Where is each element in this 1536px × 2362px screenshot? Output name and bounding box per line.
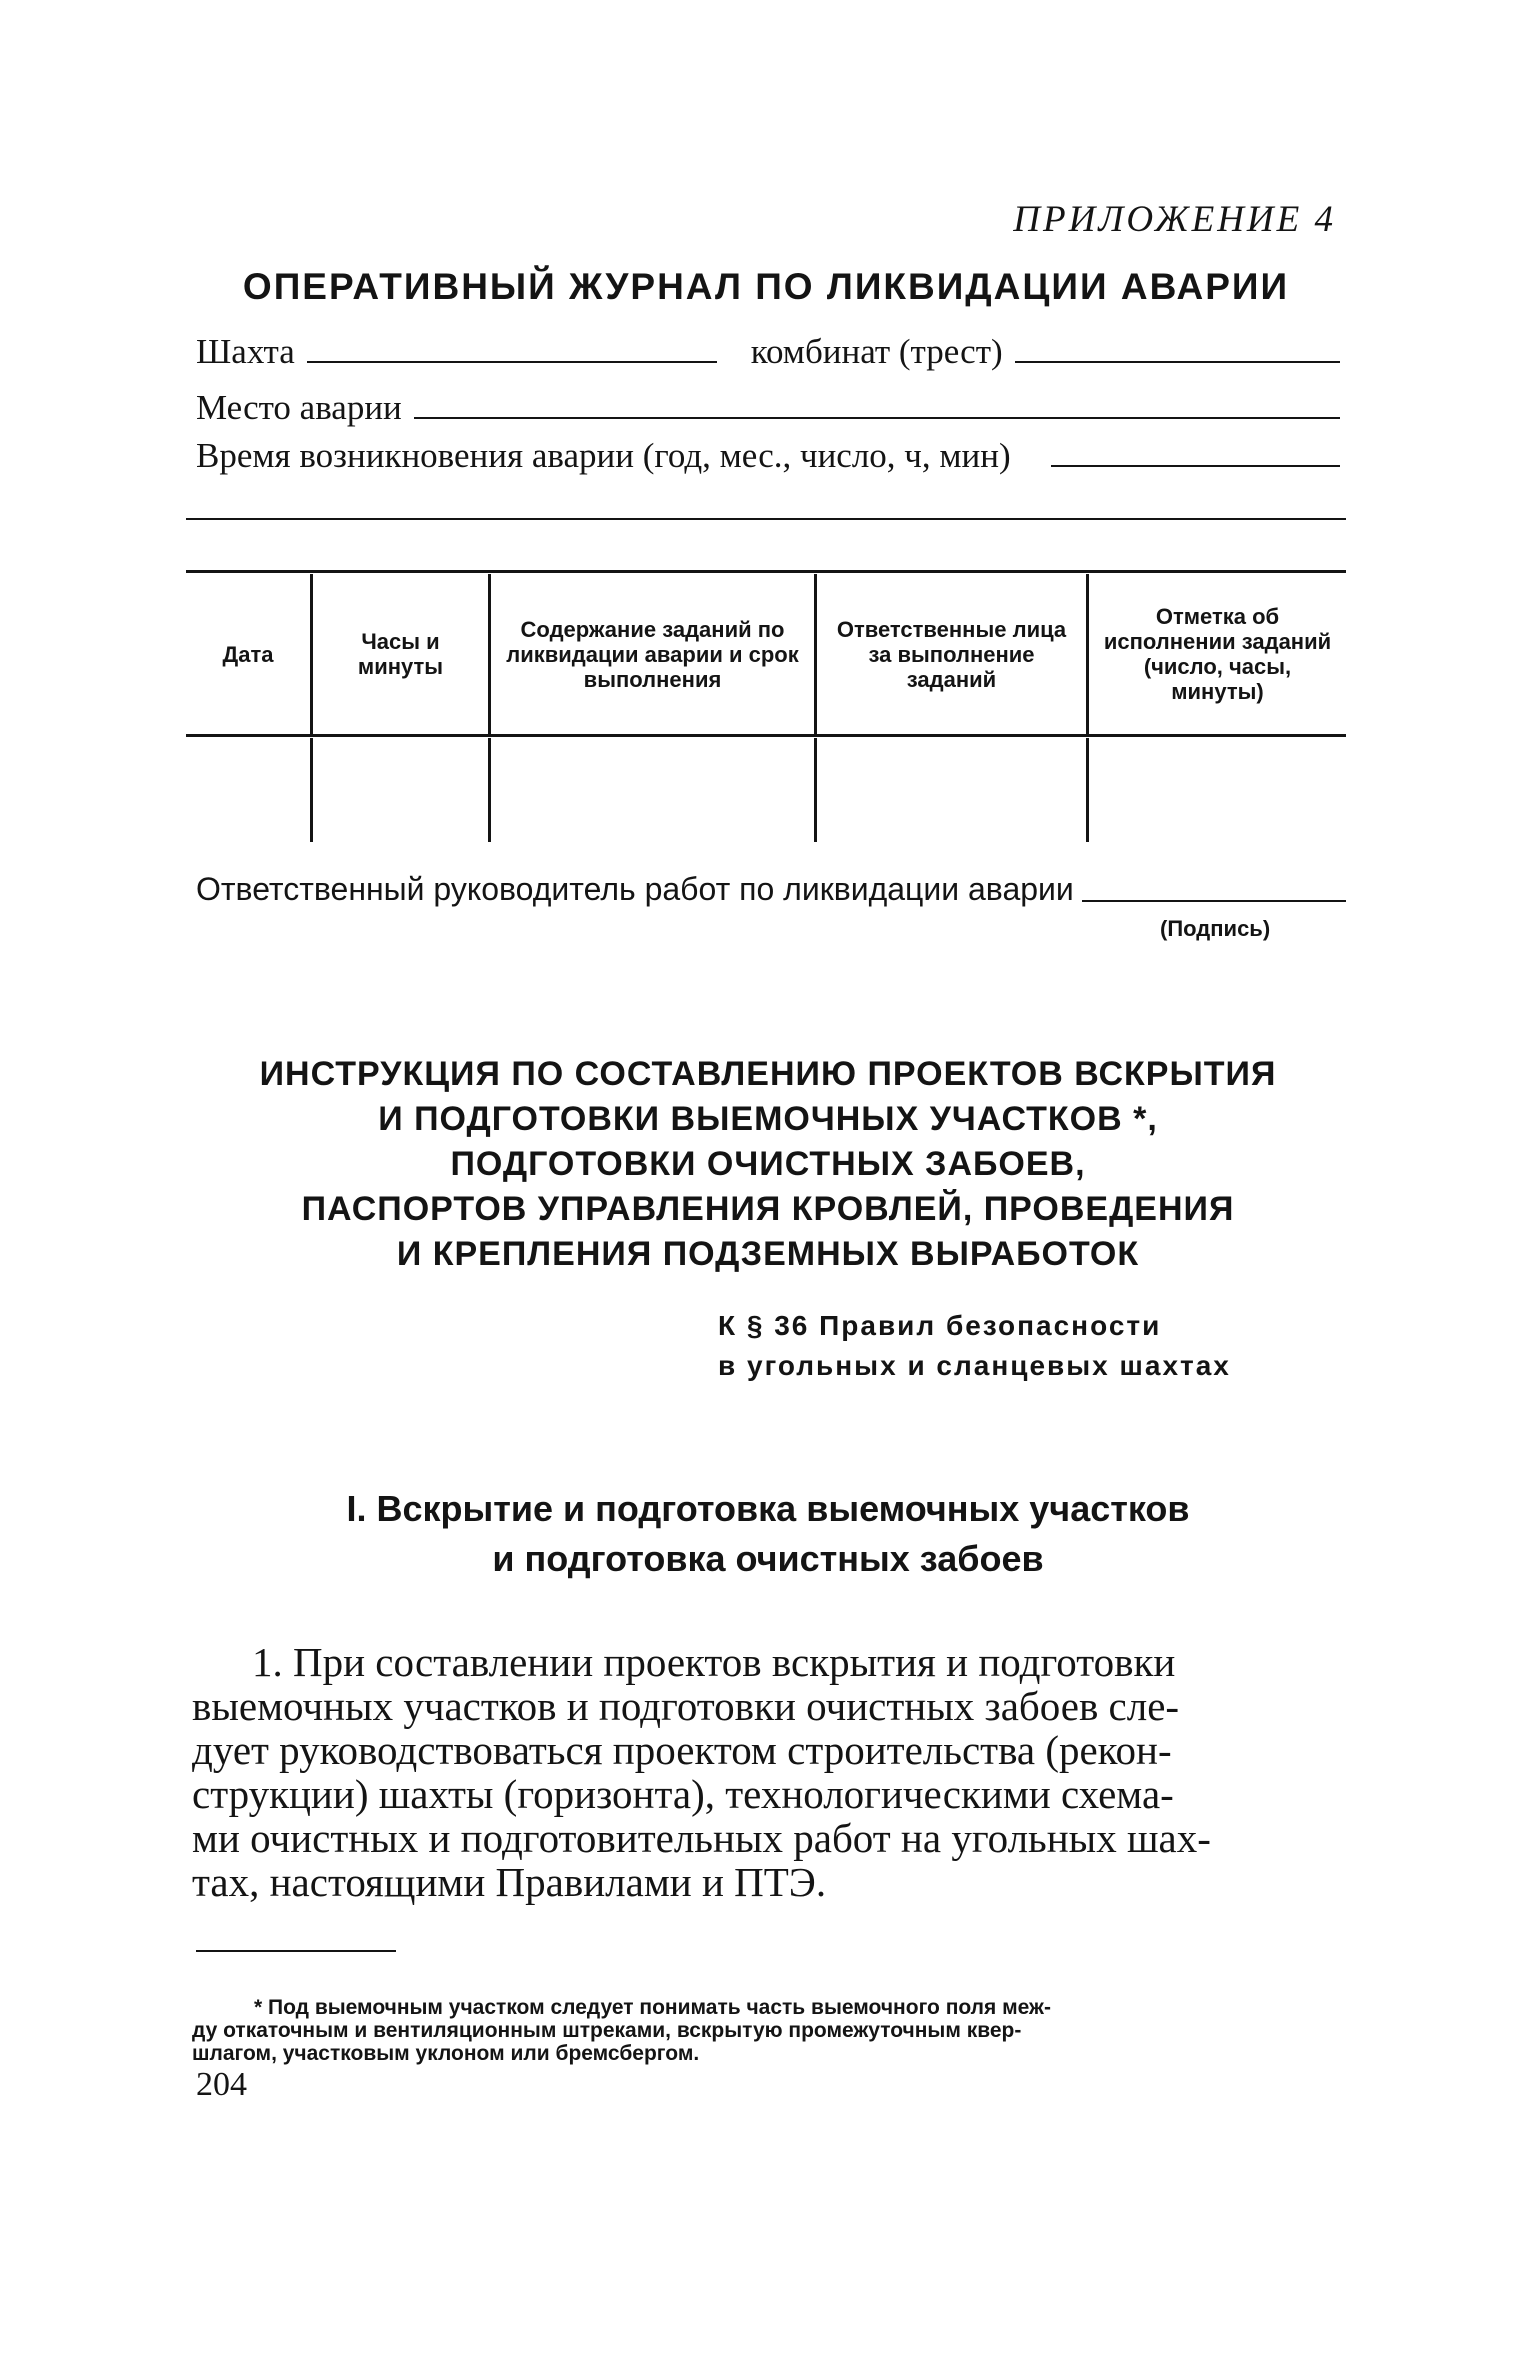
column-completion: Отметка об исполнении заданий (число, часы, минуты) — [1086, 574, 1346, 734]
column-task-content: Содержание заданий по ликвидации аварии и срок выполнения — [488, 574, 814, 734]
accident-place-row — [196, 380, 1340, 428]
footnote-line: * Под выемочным участком следует понимать часть выемочного поля меж- — [254, 1996, 1051, 2019]
signature-caption: (Подпись) — [1160, 916, 1271, 941]
mine-blank-line — [307, 361, 717, 363]
table-cell — [1086, 738, 1346, 842]
section-title-line: и подготовка очистных забоев — [492, 1538, 1044, 1579]
paragraph-line: ми очистных и подготовительных работ на угольных шах- — [192, 1815, 1211, 1861]
table-cell — [186, 738, 310, 842]
appendix-label: ПРИЛОЖЕНИЕ 4 — [1013, 199, 1336, 240]
journal-title: ОПЕРАТИВНЫЙ ЖУРНАЛ ПО ЛИКВИДАЦИИ АВАРИИ — [242, 266, 1290, 307]
rule-reference-line: в угольных и сланцевых шахтах — [718, 1350, 1231, 1381]
instruction-title — [196, 1052, 1340, 1277]
paragraph-line: дует руководствоваться проектом строительства (рекон- — [192, 1727, 1172, 1773]
combine-label: комбинат (трест) — [750, 332, 1003, 371]
instruction-title-line: И КРЕПЛЕНИЯ ПОДЗЕМНЫХ ВЫРАБОТОК — [396, 1235, 1140, 1273]
accident-time-blank-line — [1051, 465, 1340, 467]
table-top-rule — [186, 570, 1346, 573]
responsible-row — [196, 858, 1346, 908]
rule-reference — [718, 1306, 1231, 1386]
footnote — [192, 1996, 1340, 2065]
accident-time-label: Время возникновения аварии (год, мес., число, ч, мин) — [196, 436, 1011, 475]
journal-table-header — [186, 574, 1346, 734]
divider-line — [186, 518, 1346, 520]
footnote-line: шлагом, участковым уклоном или бремсбергом. — [192, 2042, 700, 2065]
accident-time-row — [196, 428, 1340, 476]
combine-blank-line — [1015, 361, 1340, 363]
column-hours: Часы и минуты — [310, 574, 488, 734]
paragraph-1 — [192, 1640, 1344, 1904]
responsible-label: Ответственный руководитель работ по ликвидации аварии — [196, 871, 1074, 907]
paragraph-line: 1. При составлении проектов вскрытия и подготовки — [252, 1639, 1176, 1685]
instruction-title-line: И ПОДГОТОВКИ ВЫЕМОЧНЫХ УЧАСТКОВ *, — [378, 1100, 1158, 1138]
footnote-line: ду откаточным и вентиляционным штреками, вскрытую промежуточным квер- — [192, 2019, 1022, 2042]
table-cell — [814, 738, 1086, 842]
paragraph-line: струкции) шахты (горизонта), технологическими схема- — [192, 1771, 1174, 1817]
accident-place-blank-line — [414, 417, 1340, 419]
mine-label: Шахта — [196, 332, 295, 371]
paragraph-line: выемочных участков и подготовки очистных забоев сле- — [192, 1683, 1180, 1729]
column-date: Дата — [222, 641, 274, 667]
section-title-line: I. Вскрытие и подготовка выемочных участков — [346, 1488, 1190, 1529]
journal-table-body — [186, 738, 1346, 842]
page-number: 204 — [196, 2066, 247, 2103]
section-title — [196, 1484, 1340, 1584]
table-cell — [310, 738, 488, 842]
instruction-title-line: ПАСПОРТОВ УПРАВЛЕНИЯ КРОВЛЕЙ, ПРОВЕДЕНИЯ — [301, 1190, 1235, 1228]
accident-place-label: Место аварии — [196, 388, 402, 427]
mine-field-row — [196, 324, 1340, 372]
paragraph-line: тах, настоящими Правилами и ПТЭ. — [192, 1859, 827, 1905]
signature-line — [1082, 900, 1346, 902]
column-responsible: Ответственные лица за выполнение заданий — [814, 574, 1086, 734]
rule-reference-line: К § 36 Правил безопасности — [718, 1310, 1162, 1341]
table-header-rule — [186, 734, 1346, 737]
table-cell — [488, 738, 814, 842]
instruction-title-line: ПОДГОТОВКИ ОЧИСТНЫХ ЗАБОЕВ, — [450, 1145, 1086, 1183]
footnote-rule — [196, 1950, 396, 1952]
instruction-title-line: ИНСТРУКЦИЯ ПО СОСТАВЛЕНИЮ ПРОЕКТОВ ВСКРЫТИЯ — [259, 1055, 1277, 1093]
